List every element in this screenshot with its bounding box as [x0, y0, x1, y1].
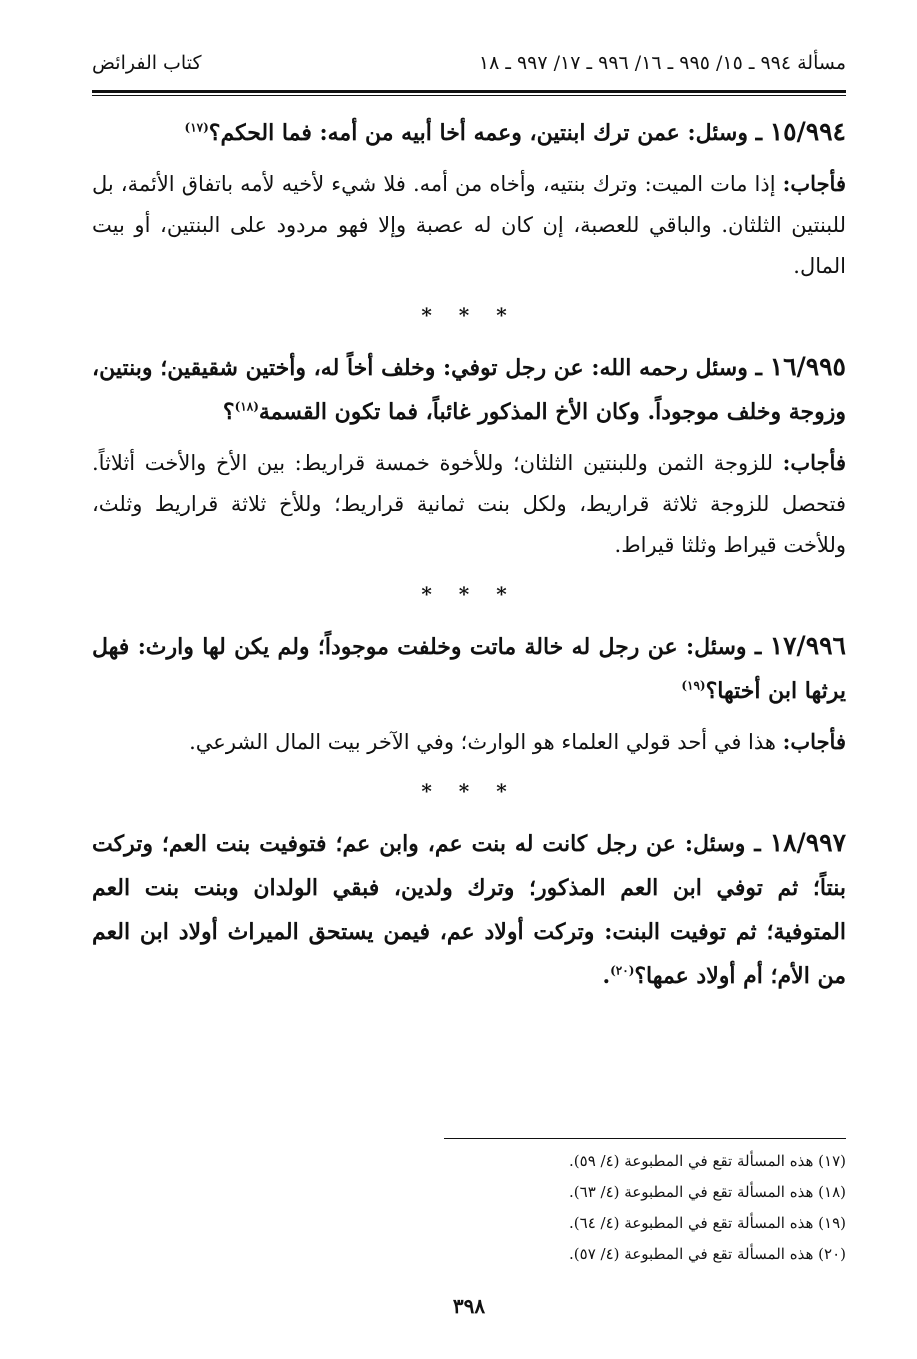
separator-stars: * * * [421, 582, 517, 606]
answer-text: إذا مات الميت: وترك بنتيه، وأخاه من أمه. فلا شيء لأخيه لأمه باتفاق الأئمة، بل للبنتين الثلثان. والباقي للعصبة، إن كان له عصبة وإلا فهو مردود على البنتين، أو بيت المال. [92, 172, 846, 278]
answer-994 [92, 163, 846, 287]
question-text: ـ وسئل رحمه الله: عن رجل توفي: وخلف أخاً له، وأختين شقيقين؛ وبنتين، وزوجة وخلف موجوداً. وكان الأخ المذكور غائباً، فما تكون القسمة [92, 355, 846, 425]
issue-number: ١٥/٩٩٤ [769, 117, 846, 146]
issue-number: ١٧/٩٩٦ [769, 631, 846, 660]
footnote-rule [444, 1138, 846, 1139]
entry-997 [92, 821, 846, 998]
header-rule-thin [92, 95, 846, 96]
question-997 [92, 821, 846, 998]
question-text: ـ وسئل: عن رجل له خالة ماتت وخلفت موجوداً؛ ولم يكن لها وارث: فهل يرثها ابن أختها؟ [92, 634, 846, 704]
footnote-ref: (٢٠) [610, 963, 635, 978]
question-end: ؟ [222, 399, 235, 425]
footnote-ref: (١٧) [184, 120, 209, 135]
entry-996 [92, 624, 846, 763]
footnote-18: (١٨) هذه المسألة تقع في المطبوعة (٤/ ٦٣). [569, 1183, 846, 1201]
separator-stars: * * * [421, 303, 517, 327]
entry-994 [92, 110, 846, 287]
question-996 [92, 624, 846, 713]
footnote-ref: (١٩) [681, 678, 706, 693]
footnote-17: (١٧) هذه المسألة تقع في المطبوعة (٤/ ٥٩). [569, 1152, 846, 1170]
footnote-19: (١٩) هذه المسألة تقع في المطبوعة (٤/ ٦٤). [569, 1214, 846, 1232]
book-page [92, 52, 847, 1318]
question-text: ـ وسئل: عن رجل كانت له بنت عم، وابن عم؛ فتوفيت بنت العم؛ وتركت بنتاً؛ ثم توفي ابن العم المذكور؛ وترك ولدين، فبقي الولدان وبنت بنت العم المتوفية؛ ثم توفيت البنت: وتركت أولاد عم، فيمن يستحق الميراث أولاد ابن العم من الأم؛ أم أولاد عمها؟ [92, 831, 846, 989]
answer-lead: فأجاب: [782, 729, 846, 754]
question-994 [92, 110, 846, 155]
answer-lead: فأجاب: [782, 171, 846, 196]
running-header [92, 52, 846, 88]
entries [92, 110, 846, 998]
answer-996 [92, 721, 846, 763]
question-995 [92, 345, 846, 434]
issue-number: ١٦/٩٩٥ [769, 352, 846, 381]
answer-text: هذا في أحد قولي العلماء هو الوارث؛ وفي الآخر بيت المال الشرعي. [189, 730, 776, 754]
answer-text: للزوجة الثمن وللبنتين الثلثان؛ وللأخوة خمسة قراريط: بين الأخ والأخت أثلاثاً. فتحصل للزوجة ثلاثة قراريط، ولكل بنت ثمانية قراريط؛ وللأخ ثلاثة قراريط وثلث، وللأخت قيراط وثلثا قيراط. [92, 451, 846, 557]
question-text: ـ وسئل: عمن ترك ابنتين، وعمه أخا أبيه من أمه: فما الحكم؟ [208, 120, 763, 146]
answer-995 [92, 442, 846, 566]
header-issues-range: مسألة ٩٩٤ ـ ١٥/ ٩٩٥ ـ ١٦/ ٩٩٦ ـ ١٧/ ٩٩٧ ـ ١٨ [478, 52, 846, 74]
footnote-20: (٢٠) هذه المسألة تقع في المطبوعة (٤/ ٥٧). [569, 1245, 846, 1263]
header-book-title: كتاب الفرائض [92, 52, 202, 74]
footnote-ref: (١٨) [234, 399, 259, 414]
issue-number: ١٨/٩٩٧ [769, 828, 847, 857]
answer-lead: فأجاب: [782, 450, 846, 475]
header-rule-thick [92, 90, 846, 93]
page-number: ٣٩٨ [452, 1294, 486, 1318]
separator-stars: * * * [421, 779, 517, 803]
entry-995 [92, 345, 846, 566]
question-end: . [602, 963, 611, 989]
footnotes [92, 1146, 846, 1270]
